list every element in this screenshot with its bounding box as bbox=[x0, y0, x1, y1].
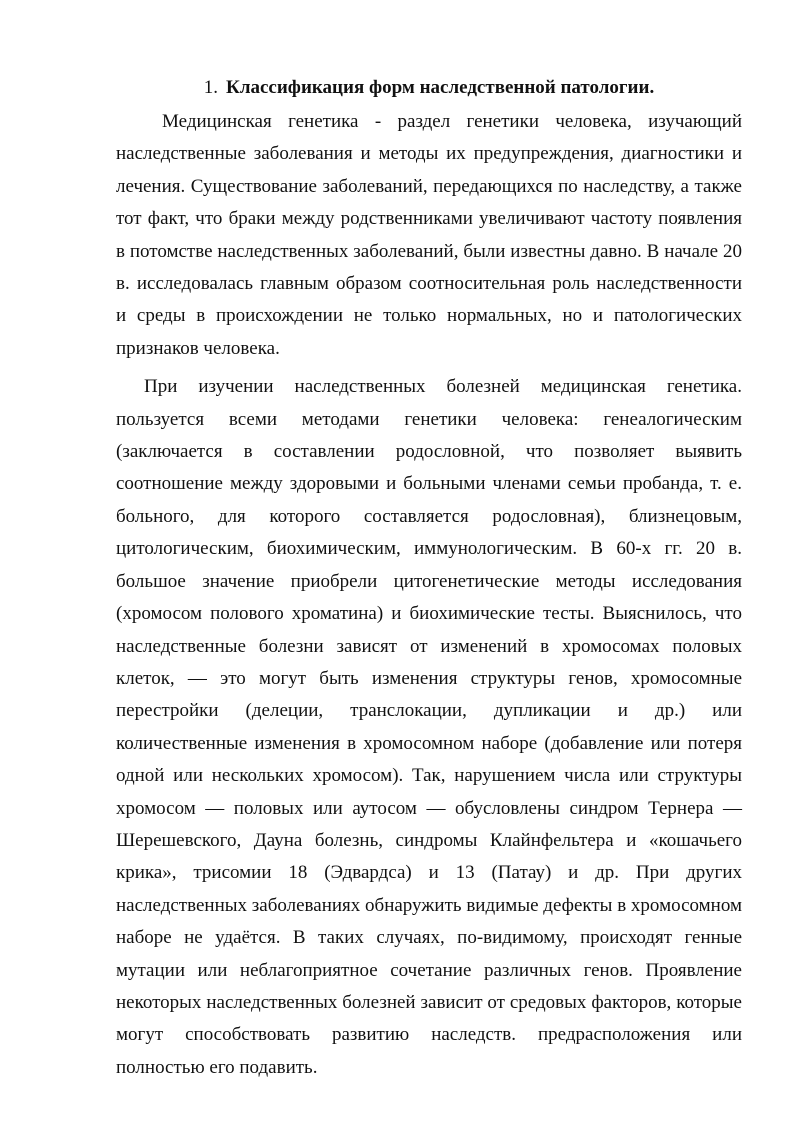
section-number: 1. bbox=[203, 77, 219, 98]
section-title: Классификация форм наследственной патологии. bbox=[226, 77, 655, 98]
paragraph-methods: При изучении наследственных болезней медицинская генетика. пользуется всеми методами генетики человека: генеалогическим (заключается в составлении родословной, что позволяет выявить соотношение между здоровыми и больными членами семьи пробанда, т. е. больного, для которого составляется родословная), близнецовым, цитологическим, биохимическим, иммунологическим. В 60-х гг. 20 в. большое значение приобрели цитогенетические методы исследования (хромосом полового хроматина) и биохимические тесты. Выяснилось, что наследственные болезни зависят от изменений в хромосомах половых клеток, — это могут быть изменения структуры генов, хромосомные перестройки (делеции, транслокации, дупликации и др.) или количественные изменения в хромосомном наборе (добавление или потеря одной или нескольких хромосом). Так, нарушением числа или структуры хромосом — половых или аутосом — обусловлены синдром Тернера — Шерешевского, Дауна болезнь, синдромы Клайнфельтера и «кошачьего крика», трисомии 18 (Эдвардса) и 13 (Патау) и др. При других наследственных заболеваниях обнаружить видимые дефекты в хромосомном наборе не удаётся. В таких случаях, по-видимому, происходят генные мутации или неблагоприятное сочетание различных генов. Проявление некоторых наследственных болезней зависит от средовых факторов, которые могут способствовать развитию наследств. предрасположения или полностью его подавить. bbox=[116, 376, 742, 1078]
section-heading bbox=[116, 72, 742, 104]
document-body bbox=[116, 72, 742, 1084]
paragraph-intro: Медицинская генетика - раздел генетики человека, изучающий наследственные заболевания и методы их предупреждения, диагностики и лечения. Существование заболеваний, передающихся по наследству, а также тот факт, что браки между родственниками увеличивают частоту появления в потомстве наследственных заболеваний, были известны давно. В начале 20 в. исследовалась главным образом соотносительная роль наследственности и среды в происхождении не только нормальных, но и патологических признаков человека. bbox=[116, 111, 742, 359]
